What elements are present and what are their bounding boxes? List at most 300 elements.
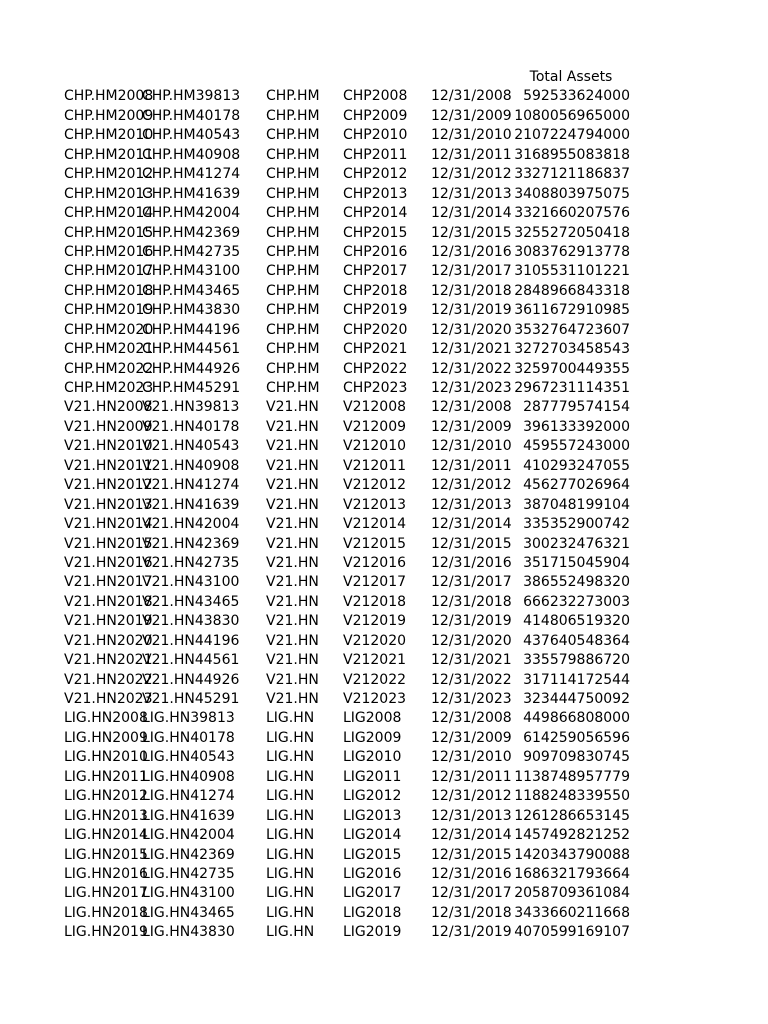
code-year-cell[interactable]: CHP2018 [343, 282, 408, 299]
ticker-serial-cell[interactable]: LIG.HN40178 [142, 729, 235, 746]
code-year-cell[interactable]: CHP2023 [343, 380, 408, 396]
combined-key-cell[interactable]: V21.HN2009 [64, 418, 153, 435]
table-row [0, 107, 768, 126]
table-row [0, 126, 768, 145]
combined-key-cell[interactable]: LIG.HN2014 [64, 827, 148, 844]
code-year-cell[interactable]: CHP2019 [343, 302, 408, 319]
combined-key-cell[interactable]: CHP.HM2010 [64, 127, 154, 144]
code-year-cell[interactable]: CHP2014 [343, 205, 408, 222]
ticker-serial-cell[interactable]: CHP.HM42369 [142, 224, 241, 241]
code-year-cell[interactable]: LIG2012 [343, 788, 402, 805]
ticker-serial-cell[interactable]: CHP.HM41274 [142, 166, 241, 183]
ticker-cell[interactable]: V21.HN [266, 652, 319, 669]
ticker-cell[interactable]: V21.HN [266, 535, 319, 552]
table-row [0, 884, 768, 903]
code-year-cell[interactable]: CHP2021 [343, 341, 408, 358]
table-row [0, 360, 768, 379]
ticker-serial-cell[interactable]: LIG.HN43100 [142, 885, 235, 902]
code-year-cell[interactable]: LIG2008 [343, 710, 402, 727]
total-assets-cell[interactable]: 4070599169107 [514, 924, 630, 941]
combined-key-cell[interactable]: CHP.HM2009 [64, 107, 154, 124]
combined-key-cell[interactable]: LIG.HN2012 [64, 788, 148, 805]
ticker-cell[interactable]: LIG.HN [266, 807, 315, 824]
total-assets-cell[interactable]: 2107224794000 [514, 127, 630, 144]
ticker-serial-cell[interactable]: LIG.HN43830 [142, 924, 235, 941]
total-assets-cell[interactable]: 1420343790088 [514, 846, 630, 863]
combined-key-cell[interactable]: V21.HN2017 [64, 574, 153, 591]
ticker-serial-cell[interactable]: CHP.HM42735 [142, 243, 241, 260]
ticker-serial-cell[interactable]: V21.HN45291 [142, 691, 240, 707]
total-assets-cell[interactable]: 3532764723607 [514, 321, 630, 338]
code-year-cell[interactable]: CHP2013 [343, 185, 408, 202]
code-year-cell[interactable]: V212010 [343, 438, 407, 455]
code-year-cell[interactable]: LIG2015 [343, 846, 402, 863]
date-cell[interactable]: 12/31/2022 [431, 671, 512, 688]
combined-key-cell[interactable]: CHP.HM2018 [64, 282, 154, 299]
combined-key-cell[interactable]: V21.HN2021 [64, 652, 153, 669]
ticker-cell[interactable]: LIG.HN [266, 924, 315, 941]
ticker-serial-cell[interactable]: V21.HN43830 [142, 613, 240, 630]
total-assets-cell[interactable]: 3255272050418 [514, 224, 630, 241]
table-row [0, 904, 768, 923]
combined-key-cell[interactable]: V21.HN2012 [64, 477, 153, 494]
code-year-cell[interactable]: V212008 [343, 399, 407, 416]
total-assets-cell[interactable]: 396133392000 [523, 418, 630, 435]
total-assets-header[interactable]: Total Assets [529, 69, 613, 85]
table-row [0, 262, 768, 281]
ticker-serial-cell[interactable]: LIG.HN42004 [142, 827, 235, 844]
ticker-serial-cell[interactable]: CHP.HM44561 [142, 341, 241, 358]
date-cell[interactable]: 12/31/2021 [431, 652, 512, 669]
ticker-cell[interactable]: V21.HN [266, 418, 319, 435]
table-row [0, 165, 768, 184]
ticker-serial-cell[interactable]: V21.HN41639 [142, 496, 240, 513]
data-rows [0, 87, 768, 942]
code-year-cell[interactable]: LIG2010 [343, 749, 402, 766]
table-row [0, 826, 768, 845]
code-year-cell[interactable]: CHP2020 [343, 321, 408, 338]
total-assets-cell[interactable]: 449866808000 [523, 710, 630, 727]
total-assets-cell[interactable]: 2058709361084 [514, 885, 630, 902]
table-row [0, 690, 768, 709]
total-assets-cell[interactable]: 1138748957779 [514, 768, 630, 785]
code-year-cell[interactable]: LIG2017 [343, 885, 402, 902]
date-cell[interactable]: 12/31/2018 [431, 282, 512, 299]
date-cell[interactable]: 12/31/2016 [431, 243, 512, 260]
table-row [0, 709, 768, 728]
ticker-serial-cell[interactable]: LIG.HN39813 [142, 710, 235, 727]
date-cell[interactable]: 12/31/2013 [431, 807, 512, 824]
total-assets-cell[interactable]: 3105531101221 [514, 263, 630, 280]
total-assets-cell[interactable]: 666232273003 [523, 593, 630, 610]
date-cell[interactable]: 12/31/2016 [431, 554, 512, 571]
ticker-cell[interactable]: V21.HN [266, 554, 319, 571]
ticker-serial-cell[interactable]: V21.HN39813 [142, 399, 240, 416]
total-assets-cell[interactable]: 3168955083818 [514, 146, 630, 163]
date-cell[interactable]: 12/31/2014 [431, 205, 512, 222]
ticker-serial-cell[interactable]: V21.HN43465 [142, 593, 240, 610]
date-cell[interactable]: 12/31/2017 [431, 263, 512, 280]
ticker-cell[interactable]: V21.HN [266, 516, 319, 533]
total-assets-cell[interactable]: 1188248339550 [514, 788, 630, 805]
total-assets-cell[interactable]: 414806519320 [523, 613, 630, 630]
date-cell[interactable]: 12/31/2012 [431, 166, 512, 183]
ticker-serial-cell[interactable]: LIG.HN40543 [142, 749, 235, 766]
total-assets-cell[interactable]: 351715045904 [523, 554, 630, 571]
date-cell[interactable]: 12/31/2015 [431, 846, 512, 863]
ticker-cell[interactable]: CHP.HM [266, 166, 320, 183]
combined-key-cell[interactable]: CHP.HM2020 [64, 321, 154, 338]
table-row [0, 379, 768, 398]
ticker-cell[interactable]: V21.HN [266, 691, 319, 707]
ticker-serial-cell[interactable]: LIG.HN42735 [142, 865, 235, 882]
ticker-cell[interactable]: V21.HN [266, 477, 319, 494]
combined-key-cell[interactable]: V21.HN2023 [64, 691, 153, 707]
ticker-serial-cell[interactable]: CHP.HM40543 [142, 127, 241, 144]
code-year-cell[interactable]: LIG2014 [343, 827, 402, 844]
date-cell[interactable]: 12/31/2015 [431, 535, 512, 552]
date-cell[interactable]: 12/31/2019 [431, 924, 512, 941]
total-assets-cell[interactable]: 387048199104 [523, 496, 630, 513]
ticker-cell[interactable]: V21.HN [266, 399, 319, 416]
total-assets-cell[interactable]: 3433660211668 [514, 904, 630, 921]
combined-key-cell[interactable]: V21.HN2008 [64, 399, 153, 416]
total-assets-cell[interactable]: 437640548364 [523, 632, 630, 649]
ticker-serial-cell[interactable]: CHP.HM43100 [142, 263, 241, 280]
total-assets-cell[interactable]: 3321660207576 [514, 205, 630, 222]
code-year-cell[interactable]: CHP2008 [343, 88, 408, 105]
ticker-cell[interactable]: CHP.HM [266, 205, 320, 222]
date-cell[interactable]: 12/31/2008 [431, 399, 512, 416]
ticker-serial-cell[interactable]: V21.HN40543 [142, 438, 240, 455]
combined-key-cell[interactable]: CHP.HM2021 [64, 341, 154, 358]
ticker-cell[interactable]: CHP.HM [266, 263, 320, 280]
spreadsheet-grid [0, 68, 768, 943]
code-year-cell[interactable]: V212016 [343, 554, 407, 571]
ticker-serial-cell[interactable]: CHP.HM42004 [142, 205, 241, 222]
code-year-cell[interactable]: V212013 [343, 496, 407, 513]
total-assets-cell[interactable]: 456277026964 [523, 477, 630, 494]
date-cell[interactable]: 12/31/2010 [431, 127, 512, 144]
ticker-serial-cell[interactable]: V21.HN41274 [142, 477, 240, 494]
table-row [0, 846, 768, 865]
ticker-serial-cell[interactable]: CHP.HM41639 [142, 185, 241, 202]
total-assets-cell[interactable]: 317114172544 [523, 671, 630, 688]
ticker-cell[interactable]: V21.HN [266, 632, 319, 649]
total-assets-cell[interactable]: 3327121186837 [514, 166, 630, 183]
ticker-cell[interactable]: LIG.HN [266, 904, 315, 921]
combined-key-cell[interactable]: V21.HN2016 [64, 554, 153, 571]
combined-key-cell[interactable]: V21.HN2010 [64, 438, 153, 455]
combined-key-cell[interactable]: LIG.HN2019 [64, 924, 148, 941]
ticker-cell[interactable]: CHP.HM [266, 243, 320, 260]
ticker-serial-cell[interactable]: CHP.HM43465 [142, 282, 241, 299]
table-row [0, 865, 768, 884]
date-cell[interactable]: 12/31/2014 [431, 516, 512, 533]
total-assets-cell[interactable]: 3408803975075 [514, 185, 630, 202]
ticker-serial-cell[interactable]: V21.HN40178 [142, 418, 240, 435]
code-year-cell[interactable]: LIG2013 [343, 807, 402, 824]
ticker-serial-cell[interactable]: CHP.HM44196 [142, 321, 241, 338]
table-row [0, 554, 768, 573]
ticker-serial-cell[interactable]: V21.HN44196 [142, 632, 240, 649]
total-assets-cell[interactable]: 3611672910985 [514, 302, 630, 319]
ticker-serial-cell[interactable]: V21.HN40908 [142, 457, 240, 474]
combined-key-cell[interactable]: CHP.HM2022 [64, 360, 154, 377]
total-assets-cell[interactable]: 459557243000 [523, 438, 630, 455]
ticker-serial-cell[interactable]: CHP.HM40178 [142, 107, 241, 124]
ticker-cell[interactable]: LIG.HN [266, 768, 315, 785]
date-cell[interactable]: 12/31/2015 [431, 224, 512, 241]
ticker-cell[interactable]: LIG.HN [266, 710, 315, 727]
ticker-cell[interactable]: LIG.HN [266, 885, 315, 902]
table-row [0, 146, 768, 165]
ticker-cell[interactable]: CHP.HM [266, 360, 320, 377]
table-row [0, 185, 768, 204]
code-year-cell[interactable]: CHP2012 [343, 166, 408, 183]
code-year-cell[interactable]: V212018 [343, 593, 407, 610]
total-assets-cell[interactable]: 1261286653145 [514, 807, 630, 824]
table-row [0, 398, 768, 417]
combined-key-cell[interactable]: V21.HN2015 [64, 535, 153, 552]
ticker-cell[interactable]: V21.HN [266, 613, 319, 630]
total-assets-cell[interactable]: 3083762913778 [514, 243, 630, 260]
combined-key-cell[interactable]: LIG.HN2016 [64, 865, 148, 882]
table-row [0, 496, 768, 515]
ticker-cell[interactable]: CHP.HM [266, 146, 320, 163]
total-assets-cell[interactable]: 335579886720 [523, 652, 630, 669]
code-year-cell[interactable]: CHP2011 [343, 146, 408, 163]
code-year-cell[interactable]: CHP2009 [343, 107, 408, 124]
combined-key-cell[interactable]: V21.HN2019 [64, 613, 153, 630]
combined-key-cell[interactable]: V21.HN2014 [64, 516, 153, 533]
date-cell[interactable]: 12/31/2013 [431, 185, 512, 202]
code-year-cell[interactable]: CHP2022 [343, 360, 408, 377]
code-year-cell[interactable]: V212022 [343, 671, 407, 688]
total-assets-cell[interactable]: 1080056965000 [514, 107, 630, 124]
date-cell[interactable]: 12/31/2023 [431, 691, 512, 707]
ticker-cell[interactable]: LIG.HN [266, 788, 315, 805]
table-row [0, 651, 768, 670]
total-assets-cell[interactable]: 1686321793664 [514, 865, 630, 882]
combined-key-cell[interactable]: LIG.HN2017 [64, 885, 148, 902]
table-row [0, 204, 768, 223]
date-cell[interactable]: 12/31/2021 [431, 341, 512, 358]
date-cell[interactable]: 12/31/2016 [431, 865, 512, 882]
combined-key-cell[interactable]: V21.HN2020 [64, 632, 153, 649]
combined-key-cell[interactable]: LIG.HN2013 [64, 807, 148, 824]
ticker-serial-cell[interactable]: LIG.HN40908 [142, 768, 235, 785]
code-year-cell[interactable]: CHP2016 [343, 243, 408, 260]
total-assets-cell[interactable]: 614259056596 [523, 729, 630, 746]
date-cell[interactable]: 12/31/2022 [431, 360, 512, 377]
date-cell[interactable]: 12/31/2011 [431, 768, 512, 785]
ticker-serial-cell[interactable]: V21.HN44561 [142, 652, 240, 669]
date-cell[interactable]: 12/31/2008 [431, 710, 512, 727]
date-cell[interactable]: 12/31/2010 [431, 438, 512, 455]
ticker-cell[interactable]: LIG.HN [266, 846, 315, 863]
date-cell[interactable]: 12/31/2009 [431, 418, 512, 435]
date-cell[interactable]: 12/31/2017 [431, 574, 512, 591]
total-assets-cell[interactable]: 335352900742 [523, 516, 630, 533]
ticker-serial-cell[interactable]: CHP.HM43830 [142, 302, 241, 319]
ticker-serial-cell[interactable]: LIG.HN42369 [142, 846, 235, 863]
combined-key-cell[interactable]: CHP.HM2012 [64, 166, 154, 183]
code-year-cell[interactable]: V212012 [343, 477, 407, 494]
total-assets-cell[interactable]: 1457492821252 [514, 827, 630, 844]
date-cell[interactable]: 12/31/2019 [431, 613, 512, 630]
total-assets-cell[interactable]: 2848966843318 [514, 282, 630, 299]
combined-key-cell[interactable]: CHP.HM2011 [64, 146, 154, 163]
ticker-cell[interactable]: CHP.HM [266, 224, 320, 241]
code-year-cell[interactable]: V212023 [343, 691, 407, 707]
ticker-serial-cell[interactable]: CHP.HM44926 [142, 360, 241, 377]
combined-key-cell[interactable]: CHP.HM2014 [64, 205, 154, 222]
ticker-serial-cell[interactable]: CHP.HM39813 [142, 88, 241, 105]
date-cell[interactable]: 12/31/2009 [431, 729, 512, 746]
date-cell[interactable]: 12/31/2012 [431, 477, 512, 494]
date-cell[interactable]: 12/31/2011 [431, 146, 512, 163]
total-assets-cell[interactable]: 3259700449355 [514, 360, 630, 377]
table-row [0, 457, 768, 476]
ticker-cell[interactable]: V21.HN [266, 438, 319, 455]
combined-key-cell[interactable]: LIG.HN2008 [64, 710, 148, 727]
combined-key-cell[interactable]: CHP.HM2008 [64, 88, 154, 105]
combined-key-cell[interactable]: CHP.HM2013 [64, 185, 154, 202]
table-row [0, 671, 768, 690]
combined-key-cell[interactable]: CHP.HM2016 [64, 243, 154, 260]
code-year-cell[interactable]: V212021 [343, 652, 407, 669]
combined-key-cell[interactable]: CHP.HM2015 [64, 224, 154, 241]
date-cell[interactable]: 12/31/2011 [431, 457, 512, 474]
date-cell[interactable]: 12/31/2020 [431, 321, 512, 338]
date-cell[interactable]: 12/31/2019 [431, 302, 512, 319]
table-row [0, 807, 768, 826]
ticker-cell[interactable]: CHP.HM [266, 88, 320, 105]
table-row [0, 515, 768, 534]
date-cell[interactable]: 12/31/2017 [431, 885, 512, 902]
ticker-serial-cell[interactable]: LIG.HN41639 [142, 807, 235, 824]
ticker-serial-cell[interactable]: V21.HN42004 [142, 516, 240, 533]
code-year-cell[interactable]: CHP2017 [343, 263, 408, 280]
code-year-cell[interactable]: LIG2011 [343, 768, 402, 785]
date-cell[interactable]: 12/31/2009 [431, 107, 512, 124]
ticker-serial-cell[interactable]: V21.HN44926 [142, 671, 240, 688]
date-cell[interactable]: 12/31/2014 [431, 827, 512, 844]
date-cell[interactable]: 12/31/2020 [431, 632, 512, 649]
combined-key-cell[interactable]: LIG.HN2009 [64, 729, 148, 746]
ticker-cell[interactable]: V21.HN [266, 457, 319, 474]
ticker-cell[interactable]: CHP.HM [266, 127, 320, 144]
ticker-cell[interactable]: V21.HN [266, 496, 319, 513]
table-row [0, 340, 768, 359]
header-row [0, 68, 768, 87]
code-year-cell[interactable]: LIG2009 [343, 729, 402, 746]
code-year-cell[interactable]: LIG2016 [343, 865, 402, 882]
code-year-cell[interactable]: V212020 [343, 632, 407, 649]
date-cell[interactable]: 12/31/2018 [431, 593, 512, 610]
date-cell[interactable]: 12/31/2013 [431, 496, 512, 513]
ticker-cell[interactable]: CHP.HM [266, 321, 320, 338]
combined-key-cell[interactable]: LIG.HN2011 [64, 768, 148, 785]
total-assets-cell[interactable]: 323444750092 [523, 691, 630, 707]
code-year-cell[interactable]: V212011 [343, 457, 407, 474]
ticker-serial-cell[interactable]: CHP.HM40908 [142, 146, 241, 163]
ticker-cell[interactable]: LIG.HN [266, 729, 315, 746]
ticker-cell[interactable]: V21.HN [266, 671, 319, 688]
combined-key-cell[interactable]: V21.HN2018 [64, 593, 153, 610]
ticker-cell[interactable]: CHP.HM [266, 107, 320, 124]
ticker-cell[interactable]: CHP.HM [266, 282, 320, 299]
combined-key-cell[interactable]: LIG.HN2010 [64, 749, 148, 766]
table-row [0, 787, 768, 806]
ticker-serial-cell[interactable]: CHP.HM45291 [142, 380, 241, 396]
ticker-cell[interactable]: LIG.HN [266, 865, 315, 882]
total-assets-cell[interactable]: 300232476321 [523, 535, 630, 552]
total-assets-cell[interactable]: 909709830745 [523, 749, 630, 766]
code-year-cell[interactable]: CHP2015 [343, 224, 408, 241]
ticker-serial-cell[interactable]: V21.HN43100 [142, 574, 240, 591]
combined-key-cell[interactable]: CHP.HM2019 [64, 302, 154, 319]
total-assets-cell[interactable]: 592533624000 [523, 88, 630, 105]
ticker-cell[interactable]: V21.HN [266, 593, 319, 610]
table-row [0, 593, 768, 612]
total-assets-cell[interactable]: 410293247055 [523, 457, 630, 474]
table-row [0, 243, 768, 262]
combined-key-cell[interactable]: CHP.HM2023 [64, 380, 154, 396]
date-cell[interactable]: 12/31/2008 [431, 88, 512, 105]
total-assets-cell[interactable]: 3272703458543 [514, 341, 630, 358]
total-assets-cell[interactable]: 2967231114351 [514, 380, 630, 396]
code-year-cell[interactable]: LIG2019 [343, 924, 402, 941]
ticker-cell[interactable]: LIG.HN [266, 749, 315, 766]
ticker-serial-cell[interactable]: LIG.HN43465 [142, 904, 235, 921]
code-year-cell[interactable]: V212017 [343, 574, 407, 591]
table-row [0, 476, 768, 495]
ticker-cell[interactable]: CHP.HM [266, 185, 320, 202]
combined-key-cell[interactable]: V21.HN2013 [64, 496, 153, 513]
total-assets-cell[interactable]: 287779574154 [523, 399, 630, 416]
code-year-cell[interactable]: V212014 [343, 516, 407, 533]
code-year-cell[interactable]: V212009 [343, 418, 407, 435]
table-row [0, 224, 768, 243]
code-year-cell[interactable]: CHP2010 [343, 127, 408, 144]
code-year-cell[interactable]: V212015 [343, 535, 407, 552]
table-row [0, 437, 768, 456]
ticker-cell[interactable]: V21.HN [266, 574, 319, 591]
combined-key-cell[interactable]: V21.HN2011 [64, 457, 153, 474]
combined-key-cell[interactable]: V21.HN2022 [64, 671, 153, 688]
date-cell[interactable]: 12/31/2018 [431, 904, 512, 921]
ticker-serial-cell[interactable]: LIG.HN41274 [142, 788, 235, 805]
combined-key-cell[interactable]: LIG.HN2015 [64, 846, 148, 863]
total-assets-cell[interactable]: 386552498320 [523, 574, 630, 591]
ticker-cell[interactable]: CHP.HM [266, 302, 320, 319]
ticker-cell[interactable]: CHP.HM [266, 341, 320, 358]
ticker-cell[interactable]: CHP.HM [266, 380, 320, 396]
combined-key-cell[interactable]: CHP.HM2017 [64, 263, 154, 280]
date-cell[interactable]: 12/31/2010 [431, 749, 512, 766]
ticker-serial-cell[interactable]: V21.HN42735 [142, 554, 240, 571]
date-cell[interactable]: 12/31/2023 [431, 380, 512, 396]
ticker-cell[interactable]: LIG.HN [266, 827, 315, 844]
ticker-serial-cell[interactable]: V21.HN42369 [142, 535, 240, 552]
table-row [0, 535, 768, 554]
combined-key-cell[interactable]: LIG.HN2018 [64, 904, 148, 921]
code-year-cell[interactable]: V212019 [343, 613, 407, 630]
date-cell[interactable]: 12/31/2012 [431, 788, 512, 805]
code-year-cell[interactable]: LIG2018 [343, 904, 402, 921]
